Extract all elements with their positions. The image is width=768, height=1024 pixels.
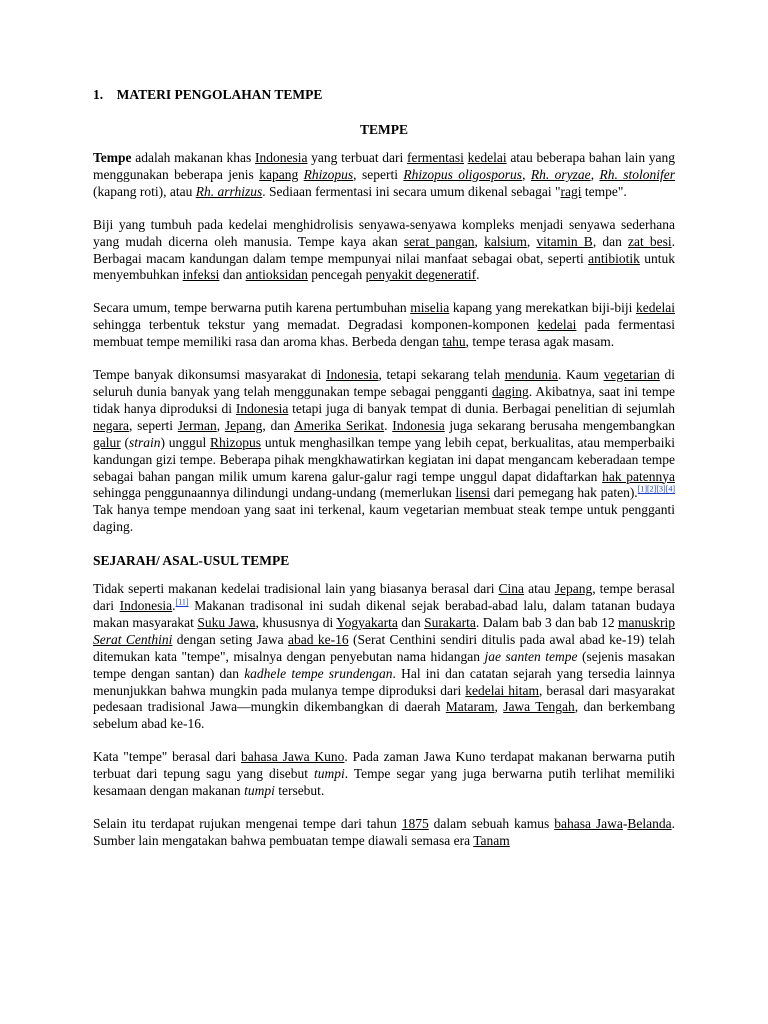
inline-link[interactable]: Jawa Tengah xyxy=(503,699,575,715)
text-run: dan xyxy=(397,614,425,630)
paragraph-3 xyxy=(93,300,675,351)
paragraph-6 xyxy=(93,749,675,800)
inline-link[interactable]: Rhizopus oligosporus xyxy=(403,166,523,182)
paragraph-7 xyxy=(93,816,675,850)
inline-link[interactable]: fermentasi xyxy=(406,150,464,165)
text-run: dari pemegang hak paten). xyxy=(489,485,638,501)
document-page xyxy=(93,86,675,866)
inline-link[interactable]: tahu xyxy=(442,334,466,350)
text-run: . Sumber lain mengatakan bahwa pembuatan tempe diawali semasa era xyxy=(93,816,675,848)
text-run: , khususnya di xyxy=(255,614,337,630)
text-run: dalam sebuah kamus xyxy=(428,816,555,831)
inline-link[interactable]: vegetarian xyxy=(603,367,660,383)
inline-link[interactable]: Indonesia xyxy=(254,150,308,165)
text-run: tetapi juga di banyak tempat di dunia. Berbagai penelitian di sejumlah xyxy=(288,400,676,416)
text-run: . xyxy=(384,417,393,433)
text-run: , tempe terasa agak masam. xyxy=(465,334,615,350)
citation-link[interactable]: [3] xyxy=(656,484,666,494)
text-run: untuk menyembuhkan xyxy=(93,250,675,283)
text-run: . Kaum xyxy=(557,367,604,383)
inline-link[interactable]: Jepang xyxy=(224,417,263,433)
inline-link[interactable]: Indonesia xyxy=(326,367,379,383)
text-run: Biji yang tumbuh pada kedelai menghidrolisis senyawa-senyawa kompleks menjadi senyawa sederhana yang mudah dicerna oleh manusia. Tempe kaya akan xyxy=(93,216,675,249)
text-run: , dan xyxy=(592,233,629,249)
paragraph-4 xyxy=(93,367,675,536)
text-run: . xyxy=(476,267,480,283)
text-run: (kapang roti), atau xyxy=(93,183,196,199)
inline-link[interactable]: Indonesia xyxy=(235,400,289,416)
paragraph-1 xyxy=(93,150,675,201)
inline-link[interactable]: bahasa Jawa Kuno xyxy=(241,749,345,765)
text-run: pada fermentasi membuat tempe memiliki rasa dan aroma khas. Berbeda dengan xyxy=(93,317,675,350)
inline-link[interactable]: galur xyxy=(93,434,121,450)
citation-link[interactable]: [4] xyxy=(665,484,675,494)
text-run: (Serat Centhini sendiri ditulis pada awal abad ke-19) telah ditemukan kata "tempe", misalnya dengan penyebutan nama hidangan xyxy=(93,631,675,664)
inline-link[interactable]: bahasa Jawa xyxy=(554,816,623,831)
inline-link[interactable]: kedelai xyxy=(467,150,507,165)
text-run: di seluruh dunia banyak yang telah menggunakan tempe sebagai pengganti xyxy=(93,367,675,399)
text-run: , xyxy=(526,233,537,249)
text-run: . Sediaan fermentasi ini secara umum dikenal sebagai " xyxy=(262,183,561,199)
document-title: TEMPE xyxy=(359,122,408,137)
inline-link[interactable]: Amerika Serikat xyxy=(293,417,385,433)
inline-link[interactable]: kedelai xyxy=(537,317,577,333)
inline-link[interactable]: infeksi xyxy=(182,267,220,283)
inline-link[interactable]: Serat Centhini xyxy=(93,631,173,647)
text-run: tempe". xyxy=(581,183,627,199)
text-run: , dan xyxy=(262,417,294,433)
text-run: . Berbagai macam kandungan dalam tempe mempunyai nilai manfaat sebagai obat, seperti xyxy=(93,233,676,266)
inline-link[interactable]: Indonesia xyxy=(392,417,445,433)
inline-link[interactable]: zat besi xyxy=(628,233,672,249)
text-run: , dan berkembang sebelum abad ke-16. xyxy=(93,699,675,732)
inline-link[interactable]: Yogyakarta xyxy=(336,614,398,630)
text-run: - xyxy=(622,816,628,831)
inline-link[interactable]: negara xyxy=(93,417,129,433)
bold-term: Tempe xyxy=(93,150,132,165)
text-run: Selain itu terdapat rujukan mengenai tempe dari tahun xyxy=(93,816,402,831)
text-run: adalah makanan khas xyxy=(131,150,255,165)
inline-link[interactable]: kedelai xyxy=(636,300,675,316)
inline-link[interactable]: Cina xyxy=(498,581,525,597)
text-run: tersebut. xyxy=(274,783,325,799)
text-run: , xyxy=(494,699,504,715)
inline-link[interactable]: Jerman xyxy=(177,417,217,433)
text-run: . Pada zaman Jawa Kuno terdapat makanan berwarna putih terbuat dari tepung sagu yang disebut xyxy=(93,749,675,782)
citation-link[interactable]: [1] xyxy=(637,484,648,494)
inline-link[interactable]: miselia xyxy=(410,300,450,316)
inline-link[interactable]: vitamin B xyxy=(536,233,593,249)
italic-term: tumpi xyxy=(313,766,345,782)
text-run: , xyxy=(590,166,600,182)
inline-link[interactable]: Jepang xyxy=(554,581,593,597)
inline-link[interactable]: daging xyxy=(492,383,529,399)
inline-link[interactable]: Rh. oryzae xyxy=(530,166,591,182)
text-run: . Hal ini dan catatan sejarah yang tersedia lainnya menunjukkan bahwa mungkin pada mulanya tempe diproduksi dari xyxy=(93,665,675,698)
inline-link[interactable]: kapang xyxy=(259,166,299,182)
italic-term: jae santen tempe xyxy=(484,648,578,664)
text-run: kapang yang merekatkan biji-biji xyxy=(449,300,636,316)
text-run: , seperti xyxy=(128,417,178,433)
inline-link[interactable]: Tanam xyxy=(473,832,510,848)
text-run: . Akibatnya, saat ini tempe tidak hanya diproduksi di xyxy=(93,383,676,416)
text-run: ( xyxy=(120,434,130,450)
text-run: . Tempe segar yang juga berwarna putih terlihat memiliki kesamaan dengan makanan xyxy=(93,766,675,799)
inline-link[interactable]: antioksidan xyxy=(245,267,308,283)
text-run: Tempe banyak dikonsumsi masyarakat di xyxy=(93,367,327,383)
text-run: untuk menghasilkan tempe yang lebih cepat, berkualitas, atau memperbaiki kandungan gizi tempe. Beberapa pihak mengkhawatirkan kegiatan ini dapat mengancam keberadaan tempe sebagai bahan pangan milik umum karena galur-galur ragi tempe unggul dapat didaftarkan xyxy=(93,434,675,484)
inline-link[interactable]: kalsium xyxy=(484,233,527,249)
italic-term: strain xyxy=(129,434,161,450)
inline-link[interactable]: abad ke-16 xyxy=(288,631,349,647)
text-run: Tak hanya tempe mendoan yang saat ini terkenal, kaum vegetarian membuat steak tempe untuk pengganti daging. xyxy=(93,502,675,535)
inline-link[interactable]: Suku Jawa xyxy=(197,614,256,630)
section-heading-sejarah: SEJARAH/ ASAL-USUL TEMPE xyxy=(93,553,290,569)
paragraph-2 xyxy=(93,217,675,285)
inline-link[interactable]: Indonesia xyxy=(119,598,173,614)
inline-link[interactable]: Surakarta xyxy=(424,614,476,630)
italic-term: tumpi xyxy=(244,783,275,799)
text-run: , tetapi sekarang telah xyxy=(378,367,505,383)
inline-link[interactable]: antibiotik xyxy=(588,250,640,266)
text-run: . xyxy=(172,598,176,614)
text-run: Makanan tradisonal ini sudah dikenal sejak berabad-abad lalu, dalam tatanan budaya makan masyarakat xyxy=(93,598,675,630)
citation-link[interactable]: [2] xyxy=(647,484,657,494)
inline-link[interactable]: serat pangan xyxy=(403,233,475,249)
text-run: pencegah xyxy=(307,267,366,283)
paragraph-5 xyxy=(93,581,675,733)
italic-term: kadhele tempe srundengan xyxy=(244,665,393,681)
text-run: dan xyxy=(219,267,246,283)
text-run: , berasal dari masyarakat pedesaan tradisional Jawa—mungkin dikembangkan di daerah xyxy=(93,682,676,715)
inline-link[interactable]: lisensi xyxy=(455,485,490,501)
inline-link[interactable]: Rhizopus xyxy=(303,166,354,182)
inline-link[interactable]: manuskrip xyxy=(618,614,676,630)
text-run: juga sekarang berusaha mengembangkan xyxy=(444,417,675,433)
inline-link[interactable]: Mataram xyxy=(445,699,495,715)
inline-link[interactable]: kedelai hitam xyxy=(465,682,539,698)
section-heading-materi: 1. MATERI PENGOLAHAN TEMPE xyxy=(93,87,323,102)
text-run: , seperti xyxy=(353,166,404,182)
text-run: Secara umum, tempe berwarna putih karena pertumbuhan xyxy=(93,300,411,316)
text-run: (sejenis masakan tempe dengan santan) dan xyxy=(93,648,676,681)
inline-link[interactable]: Rh. arrhizus xyxy=(195,183,263,199)
text-run: ) unggul xyxy=(160,434,211,450)
text-run: , tempe berasal dari xyxy=(93,581,675,614)
inline-link[interactable]: 1875 xyxy=(401,816,429,831)
text-run: Tidak seperti makanan kedelai tradisional lain yang biasanya berasal dari xyxy=(93,581,499,597)
text-run: yang terbuat dari xyxy=(307,150,407,165)
inline-link[interactable]: hak patennya xyxy=(602,468,676,484)
citation-link[interactable]: [11] xyxy=(175,597,189,607)
inline-link[interactable]: Belanda xyxy=(627,816,672,831)
text-run: sehingga penggunaannya dilindungi undang-undang (memerlukan xyxy=(93,485,456,501)
text-run: sehingga terbentuk tekstur yang memadat. Degradasi komponen-komponen xyxy=(93,317,538,333)
text-run: , xyxy=(216,417,225,433)
inline-link[interactable]: mendunia xyxy=(504,367,558,383)
text-run: dengan seting Jawa xyxy=(172,631,289,647)
text-run: Kata "tempe" berasal dari xyxy=(93,749,242,765)
inline-link[interactable]: penyakit degeneratif xyxy=(365,267,477,283)
text-run: atau beberapa bahan lain yang menggunakan beberapa jenis xyxy=(93,150,676,182)
text-run: , xyxy=(522,166,531,182)
text-run: , xyxy=(474,233,485,249)
text-run: . Dalam bab 3 dan bab 12 xyxy=(475,614,619,630)
text-run: atau xyxy=(524,581,555,597)
inline-link[interactable]: Rh. stolonifer xyxy=(599,166,676,182)
inline-link[interactable]: Rhizopus xyxy=(210,434,262,450)
inline-link[interactable]: ragi xyxy=(560,183,582,199)
